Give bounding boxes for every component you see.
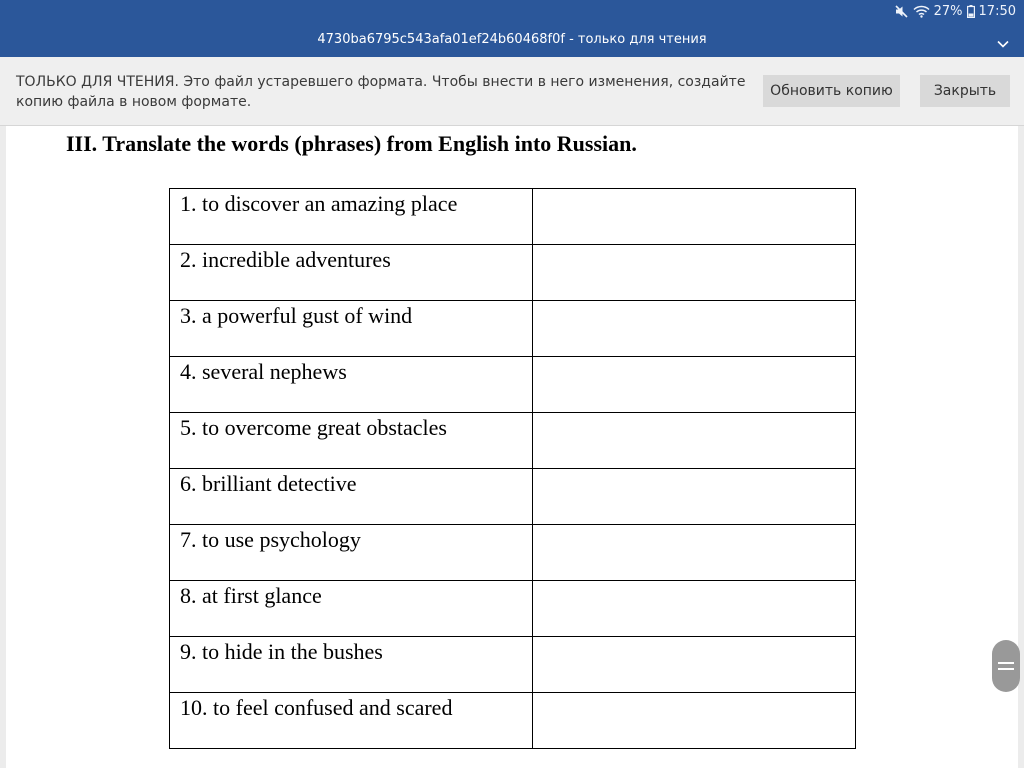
russian-translation-cell[interactable] (533, 581, 856, 637)
russian-translation-cell[interactable] (533, 693, 856, 749)
table-row (170, 525, 856, 581)
update-copy-button[interactable]: Обновить копию (763, 75, 900, 107)
russian-translation-cell[interactable] (533, 245, 856, 301)
russian-translation-cell[interactable] (533, 469, 856, 525)
english-phrase-cell: 6. brilliant detective (170, 469, 533, 525)
table-row (170, 637, 856, 693)
english-phrase-cell: 7. to use psychology (170, 525, 533, 581)
read-only-message: ТОЛЬКО ДЛЯ ЧТЕНИЯ. Это файл устаревшего формата. Чтобы внести в него изменения, создайте копию файла в новом формате. (16, 74, 746, 110)
english-phrase-cell: 8. at first glance (170, 581, 533, 637)
battery-icon (967, 5, 975, 18)
read-only-infobar (0, 57, 1024, 126)
table-row (170, 693, 856, 749)
grip-line (998, 668, 1014, 670)
scroll-handle[interactable] (992, 640, 1020, 692)
wifi-icon (913, 5, 930, 18)
translation-table (169, 188, 856, 749)
table-row (170, 357, 856, 413)
russian-translation-cell[interactable] (533, 637, 856, 693)
mute-icon (895, 5, 909, 18)
table-row (170, 413, 856, 469)
document-page (6, 126, 1018, 768)
grip-line (998, 662, 1014, 664)
table-row (170, 301, 856, 357)
english-phrase-cell: 1. to discover an amazing place (170, 189, 533, 245)
english-phrase-cell: 5. to overcome great obstacles (170, 413, 533, 469)
clock: 17:50 (978, 4, 1016, 19)
russian-translation-cell[interactable] (533, 301, 856, 357)
russian-translation-cell[interactable] (533, 413, 856, 469)
english-phrase-cell: 4. several nephews (170, 357, 533, 413)
battery-percent: 27% (933, 4, 963, 19)
table-row (170, 245, 856, 301)
table-row (170, 189, 856, 245)
english-phrase-cell: 3. a powerful gust of wind (170, 301, 533, 357)
english-phrase-cell: 10. to feel confused and scared (170, 693, 533, 749)
status-bar (895, 4, 1016, 19)
russian-translation-cell[interactable] (533, 189, 856, 245)
russian-translation-cell[interactable] (533, 357, 856, 413)
table-row (170, 469, 856, 525)
chevron-down-icon[interactable] (996, 34, 1010, 44)
russian-translation-cell[interactable] (533, 525, 856, 581)
english-phrase-cell: 9. to hide in the bushes (170, 637, 533, 693)
app-header (0, 0, 1024, 57)
table-row (170, 581, 856, 637)
close-infobar-button[interactable]: Закрыть (920, 75, 1010, 107)
exercise-heading: III. Translate the words (phrases) from English into Russian. (66, 131, 637, 156)
document-title: 4730ba6795c543afa01ef24b60468f0f - только для чтения (317, 32, 707, 47)
english-phrase-cell: 2. incredible adventures (170, 245, 533, 301)
